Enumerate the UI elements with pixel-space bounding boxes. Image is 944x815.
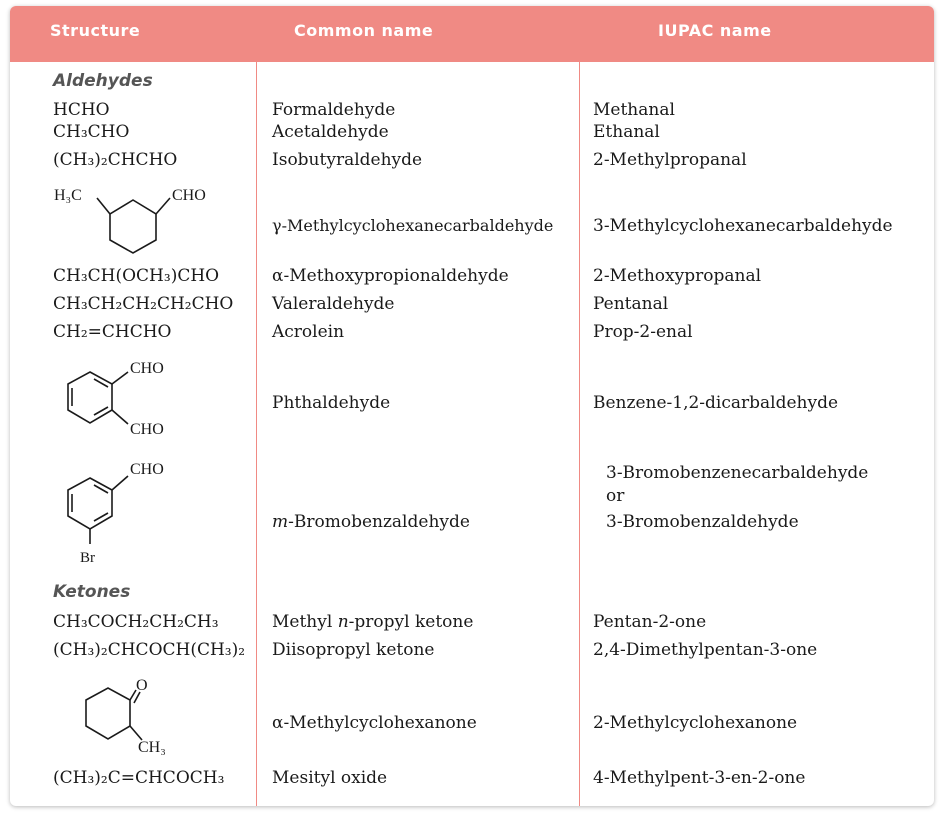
header-structure: Structure — [50, 21, 141, 40]
iupac-name-cell: 2,4-Dimethylpentan-3-one — [593, 640, 818, 660]
formula-cell: (CH₃)₂C=CHCOCH₃ — [53, 768, 225, 788]
aldehyde-ketone-table — [10, 6, 934, 806]
section-aldehydes: Aldehydes — [53, 71, 153, 91]
iupac-name-cell: Pentan-2-one — [593, 612, 707, 632]
iupac-name-cell: 2-Methoxypropanal — [593, 266, 762, 286]
iupac-name-cell: Ethanal — [593, 122, 660, 142]
bromobenzaldehyde-structure — [50, 454, 200, 566]
methylcyclohexanone-structure — [50, 670, 200, 760]
formula-cell: CH₃CH(OCH₃)CHO — [53, 266, 220, 286]
formula-cell: CH₃COCH₂CH₂CH₃ — [53, 612, 219, 632]
common-name-cell: α-Methylcyclohexanone — [272, 713, 477, 733]
common-name-cell: Isobutyraldehyde — [272, 150, 423, 170]
structure-label: O — [136, 677, 148, 694]
column-divider-2 — [579, 62, 580, 806]
common-name-cell: Acrolein — [272, 322, 345, 342]
iupac-name-cell: 3-Bromobenzaldehyde — [606, 512, 799, 532]
header-common-name: Common name — [294, 21, 434, 40]
common-name-cell: α-Methoxypropionaldehyde — [272, 266, 509, 286]
section-ketones: Ketones — [53, 582, 131, 602]
common-name-part: Methyl — [272, 612, 338, 632]
iupac-name-cell: Pentanal — [593, 294, 669, 314]
common-name-cell — [272, 512, 470, 532]
common-name-cell: Acetaldehyde — [272, 122, 389, 142]
structure-label: CH₃ — [138, 739, 166, 756]
formula-cell: CH₃CH₂CH₂CH₂CHO — [53, 294, 234, 314]
iupac-name-cell: 2-Methylpropanal — [593, 150, 747, 170]
formula-cell: (CH₃)₂CHCOCH(CH₃)₂ — [53, 640, 246, 660]
table-header — [10, 6, 934, 62]
iupac-name-cell: 4-Methylpent-3-en-2-one — [593, 768, 806, 788]
methylcyclohexanecarbaldehyde-structure — [50, 178, 240, 258]
common-name-prefix: m — [272, 512, 289, 532]
common-name-cell: γ-Methylcyclohexanecarbaldehyde — [272, 216, 554, 235]
structure-label: H₃C — [54, 187, 82, 204]
structure-label: CHO — [130, 461, 164, 478]
structure-label: CHO — [130, 421, 164, 438]
iupac-name-cell: 2-Methylcyclohexanone — [593, 713, 798, 733]
formula-cell: CH₂=CHCHO — [53, 322, 172, 342]
common-name-text: -Bromobenzaldehyde — [288, 512, 470, 532]
common-name-part: -propyl ketone — [348, 612, 474, 632]
common-name-cell: Formaldehyde — [272, 100, 396, 120]
iupac-name-cell: Prop-2-enal — [593, 322, 693, 342]
formula-cell: HCHO — [53, 100, 110, 120]
formula-cell: (CH₃)₂CHCHO — [53, 150, 178, 170]
structure-label: Br — [80, 550, 95, 566]
common-name-cell: Mesityl oxide — [272, 768, 388, 788]
structure-label: CHO — [172, 187, 206, 204]
common-name-italic: n — [337, 612, 349, 632]
iupac-name-cell: Benzene-1,2-dicarbaldehyde — [593, 393, 839, 413]
header-iupac-name: IUPAC name — [658, 21, 772, 40]
iupac-name-cell: 3-Bromobenzenecarbaldehyde — [606, 463, 869, 483]
iupac-name-cell: Methanal — [593, 100, 675, 120]
iupac-name-cell: 3-Methylcyclohexanecarbaldehyde — [593, 216, 893, 236]
iupac-name-or: or — [606, 486, 625, 506]
column-divider-1 — [256, 62, 257, 806]
formula-cell: CH₃CHO — [53, 122, 130, 142]
common-name-cell — [272, 612, 473, 632]
structure-label: CHO — [130, 360, 164, 377]
common-name-cell: Diisopropyl ketone — [272, 640, 435, 660]
phthaldehyde-structure — [50, 354, 200, 444]
common-name-cell: Valeraldehyde — [272, 294, 395, 314]
common-name-cell: Phthaldehyde — [272, 393, 391, 413]
